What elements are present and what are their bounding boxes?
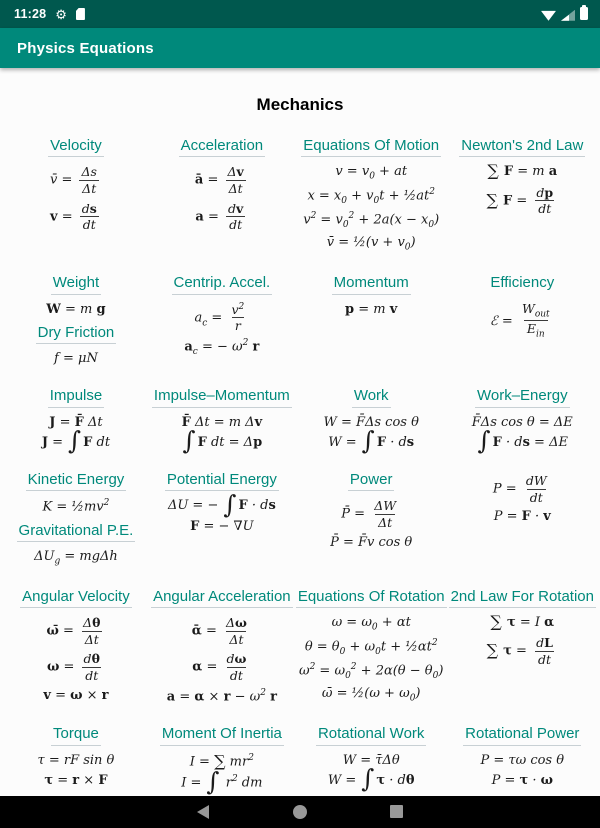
equation: J = F̄ Δt [49, 414, 103, 430]
equation-grid [0, 135, 600, 796]
equation: ∑ τ = $\frac{dL}{dt}$ [486, 635, 553, 668]
navigation-bar [0, 796, 600, 828]
equation: ∫ F · ds = ΔE [477, 426, 568, 456]
status-bar-right [541, 7, 590, 21]
topic-title[interactable]: Rotational Power [463, 725, 581, 745]
equation: W = ∫ τ · dθ [327, 764, 415, 794]
equation: $\Delta U_g = mg\Delta h$ [34, 549, 118, 567]
equation: $a_c$ = − $\omega^2$ r [184, 337, 260, 357]
equation-group [296, 385, 447, 455]
equation: $a = \alpha \times r - \omega^2$ r [166, 687, 277, 705]
equation-group [449, 723, 596, 795]
topic-title[interactable]: Moment Of Inertia [160, 725, 284, 745]
equation: ∑ τ = I α [490, 612, 555, 632]
topic-title[interactable]: Momentum [332, 274, 411, 294]
topic-title[interactable]: Impulse–Momentum [152, 387, 292, 407]
clock: 11:28 [14, 7, 47, 21]
equation-group [296, 723, 447, 795]
wifi-icon [541, 10, 556, 21]
equation: $v^2 = v_0^2 + 2a(x - x_0)$ [303, 211, 440, 231]
topic-title[interactable]: Angular Velocity [20, 588, 132, 608]
equation: $a_c$ = $\frac{v^2}{r}$ [194, 301, 245, 334]
equation-group [150, 469, 294, 572]
equation: F̄ Δt = m Δv [181, 414, 263, 430]
equation: ΔU = − ∫ F · ds [167, 489, 276, 519]
equation: $\theta = \theta_0 + \omega_0t$ + $\frac{1}{2}\alpha t^2$ [304, 638, 438, 657]
topic-title[interactable]: Dry Friction [36, 324, 117, 344]
equation-group [150, 723, 294, 795]
topic-title[interactable]: Weight [51, 274, 101, 294]
equation-group [449, 469, 596, 572]
app-bar [0, 28, 600, 68]
equation-group [4, 385, 148, 455]
equation-group [150, 586, 294, 709]
status-bar-left [10, 7, 85, 21]
equation: τ = rF sin θ [37, 752, 115, 768]
equation: ᾱ = $\frac{\Delta\omega}{\Delta t}$ [191, 615, 247, 647]
topic-title[interactable]: Equations Of Motion [301, 137, 441, 157]
settings-icon: ⚙ [55, 6, 67, 22]
equation-group [296, 469, 447, 572]
topic-title[interactable]: Impulse [48, 387, 105, 407]
battery-icon [580, 7, 588, 20]
topic-title[interactable]: 2nd Law For Rotation [449, 588, 596, 608]
topic-title[interactable]: Equations Of Rotation [296, 588, 447, 608]
status-bar [0, 0, 600, 28]
equation: ∫ F dt = Δp [182, 426, 263, 456]
equation: v = ω × r [43, 687, 109, 703]
equation: I = ∑ $mr^2$ [189, 750, 254, 770]
topic-title[interactable]: Work [352, 387, 391, 407]
page-title: Mechanics [256, 95, 344, 114]
equation: W = τ̄Δθ [342, 752, 400, 768]
equation: $\omega = \omega_0 + \alpha t$ [331, 615, 411, 633]
equation: W = m g [46, 301, 106, 317]
topic-title[interactable]: Work–Energy [475, 387, 570, 407]
equation: v̄ = $\frac{\Delta s}{\Delta t}$ [4, 164, 148, 196]
home-button[interactable] [289, 801, 311, 823]
equation: $K = \frac{1}{2}mv^2$ [42, 498, 110, 515]
equation-group [4, 586, 148, 709]
back-icon [197, 805, 209, 819]
equation-group [296, 272, 447, 371]
navigation-buttons [193, 801, 407, 823]
equation-group [449, 586, 596, 709]
equation: ω̄ = $\frac{\Delta\theta}{\Delta t}$ [46, 615, 101, 647]
equation-group [4, 135, 148, 258]
equation-group [449, 272, 596, 371]
topic-title[interactable]: Potential Energy [165, 471, 279, 491]
equation: v̄ = ½(v + $v_0$) [326, 235, 416, 254]
equation: v = $\frac{ds}{dt}$ [50, 200, 97, 233]
equation: F̄Δs cos θ = ΔE [471, 414, 573, 430]
equation: ∑ F = m a [487, 161, 558, 181]
topic-title[interactable]: Gravitational P.E. [17, 522, 136, 542]
equation-group [150, 272, 294, 371]
topic-title[interactable]: Newton's 2nd Law [459, 137, 585, 157]
recents-button[interactable] [386, 801, 407, 822]
equation-group [296, 135, 447, 258]
app-title: Physics Equations [17, 39, 154, 57]
equation: τ = r × F [44, 772, 108, 788]
equation: α = $\frac{d\omega}{dt}$ [192, 651, 247, 684]
topic-title[interactable]: Torque [51, 725, 101, 745]
equation-group [150, 135, 294, 258]
equation: P = τ · ω [491, 772, 554, 788]
equation: ∑ F = $\frac{dp}{dt}$ [486, 184, 554, 217]
topic-title[interactable]: Velocity [48, 137, 104, 157]
equation-group [4, 723, 148, 795]
content-area[interactable] [0, 68, 600, 796]
topic-title[interactable]: Efficiency [490, 274, 555, 292]
equation: P = $\frac{dW}{dt}$ [492, 473, 547, 505]
equation: W = F̄Δs cos θ [323, 414, 419, 430]
equation: a = $\frac{dv}{dt}$ [195, 200, 244, 233]
equation: $x = x_0 + v_0t$ + $\frac{1}{2}at^2$ [307, 187, 435, 207]
equation: P̄ = $\frac{\Delta W}{\Delta t}$ [341, 498, 397, 530]
equation: ā = $\frac{\Delta v}{\Delta t}$ [194, 164, 244, 196]
equation: p = m v [345, 301, 398, 317]
equation: f = μN [54, 351, 98, 367]
equation: I = ∫ $r^2$ dm [181, 766, 263, 796]
equation: ω = $\frac{d\theta}{dt}$ [46, 651, 100, 684]
equation: P = F · v [493, 509, 551, 525]
equation: $\omega^2 = \omega_0^2 + 2\alpha(\theta - \theta_0)$ [298, 662, 444, 682]
sd-card-icon [76, 8, 85, 20]
topic-title[interactable]: Acceleration [179, 137, 266, 157]
back-button[interactable] [193, 801, 213, 823]
home-icon [293, 805, 307, 819]
topic-title[interactable]: Kinetic Energy [26, 471, 127, 491]
equation: ω̄ = ½(ω + $\omega_0$) [321, 686, 421, 704]
equation: $v = v_0$ + at [335, 164, 408, 182]
equation: F = − ∇U [190, 518, 254, 534]
topic-title[interactable]: Angular Acceleration [151, 588, 293, 608]
equation: P = τω cos θ [480, 752, 565, 768]
equation-group [449, 385, 596, 455]
equation: W = ∫ F · ds [328, 426, 415, 456]
topic-title[interactable]: Power [348, 471, 395, 491]
equation-group [449, 135, 596, 258]
recents-icon [390, 805, 403, 818]
topic-title[interactable]: Centrip. Accel. [172, 274, 273, 294]
equation-group [296, 586, 447, 709]
cell-signal-icon [561, 10, 575, 21]
equation-group [4, 469, 148, 572]
equation: ℰ = $\frac{W_{out}}{E_{in}}$ [489, 300, 550, 340]
equation: J = ∫ F dt [41, 426, 111, 456]
topic-title[interactable]: Rotational Work [316, 725, 426, 745]
equation: P̄ = F̄v cos θ [330, 534, 413, 550]
equation-group [4, 272, 148, 371]
equation-group [150, 385, 294, 455]
